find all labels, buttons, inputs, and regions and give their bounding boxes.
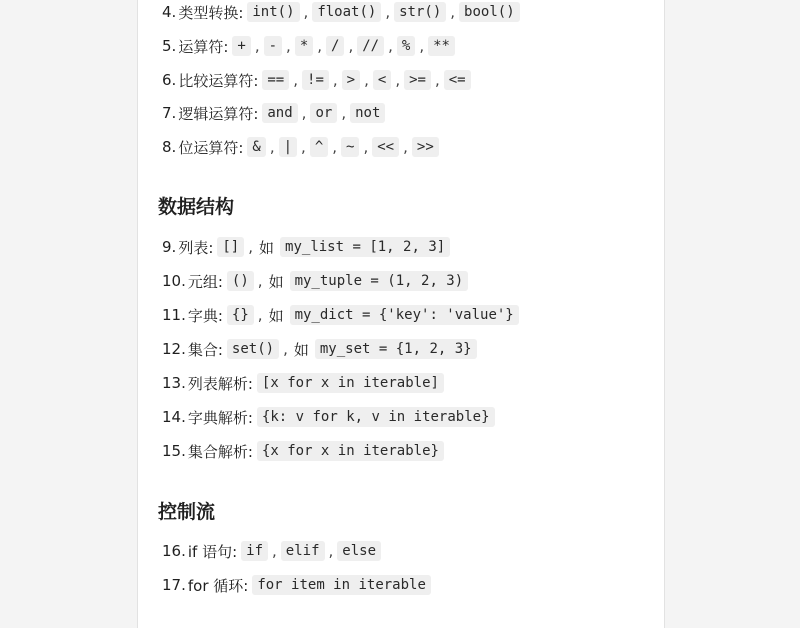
item-number: 16. <box>162 542 186 560</box>
code-snippet: not <box>350 103 385 123</box>
item-number: 11. <box>162 306 186 324</box>
item-label: 字典解析: <box>187 408 253 427</box>
item-number: 14. <box>162 408 186 426</box>
list-item-type-conversion: 4. 类型转换: int() , float() , str() , bool() <box>162 0 520 24</box>
code-snippet: {} <box>227 305 254 325</box>
item-label: 运算符: <box>178 37 229 56</box>
code-snippet: != <box>302 70 329 90</box>
section-heading-data-structures: 数据结构 <box>158 196 235 218</box>
list-item-bitwise-operators: 8. 位运算符: & , | , ^ , ~ , << , >> <box>162 135 439 159</box>
code-snippet: // <box>357 36 384 56</box>
list-item-logical-operators: 7. 逻辑运算符: and , or , not <box>162 101 385 125</box>
list-item-set <box>162 337 477 361</box>
code-snippet: >= <box>404 70 431 90</box>
item-label: 字典: <box>187 306 223 325</box>
example-word: 如 <box>259 238 275 257</box>
list-item-list-comprehension <box>162 371 444 395</box>
item-number: 9. <box>162 238 177 256</box>
code-snippet: {k: v for k, v in iterable} <box>257 407 495 427</box>
code-example: my_dict = {'key': 'value'} <box>290 305 519 325</box>
item-label: 列表: <box>178 238 214 257</box>
item-number: 4. <box>162 3 177 21</box>
item-number: 17. <box>162 576 186 594</box>
code-snippet: | <box>279 137 297 157</box>
code-example: my_set = {1, 2, 3} <box>315 339 477 359</box>
section-heading-control-flow: 控制流 <box>158 501 216 523</box>
item-label: 元组: <box>187 272 223 291</box>
code-snippet: () <box>227 271 254 291</box>
list-item-for-loop <box>162 573 431 597</box>
list-item-set-comprehension <box>162 439 444 463</box>
code-example: my_tuple = (1, 2, 3) <box>290 271 469 291</box>
code-snippet: << <box>372 137 399 157</box>
item-label: 类型转换: <box>178 3 244 22</box>
separator: , <box>248 238 254 256</box>
item-number: 5. <box>162 37 177 55</box>
item-number: 12. <box>162 340 186 358</box>
code-snippet: < <box>373 70 391 90</box>
item-label: 比较运算符: <box>178 71 259 90</box>
list-item-if-statement: 16. if 语句: if , elif , else <box>162 539 381 563</box>
item-number: 7. <box>162 104 177 122</box>
example-word: 如 <box>293 340 309 359</box>
item-label: 集合: <box>187 340 223 359</box>
code-snippet: bool() <box>459 2 520 22</box>
code-snippet: == <box>262 70 289 90</box>
code-snippet: elif <box>281 541 325 561</box>
code-snippet: for item in iterable <box>252 575 431 595</box>
list-item-arithmetic-operators: 5. 运算符: + , - , * , / , // , % , ** <box>162 34 455 58</box>
code-snippet: <= <box>444 70 471 90</box>
item-number: 8. <box>162 138 177 156</box>
code-snippet: ^ <box>310 137 328 157</box>
code-snippet: ~ <box>341 137 359 157</box>
code-snippet: or <box>310 103 337 123</box>
code-snippet: {x for x in iterable} <box>257 441 444 461</box>
separator: , <box>257 272 263 290</box>
code-snippet: float() <box>312 2 381 22</box>
list-item-list <box>162 235 450 259</box>
item-number: 6. <box>162 71 177 89</box>
list-item-tuple <box>162 269 468 293</box>
item-label: 位运算符: <box>178 138 244 157</box>
example-word: 如 <box>268 306 284 325</box>
separator: , <box>283 340 288 358</box>
code-snippet: & <box>247 137 265 157</box>
item-number: 13. <box>162 374 186 392</box>
code-snippet: set() <box>227 339 279 359</box>
item-label: 列表解析: <box>187 374 253 393</box>
item-label: 逻辑运算符: <box>178 104 259 123</box>
item-label: for 循环: <box>187 576 249 595</box>
example-word: 如 <box>268 272 284 291</box>
item-label: if 语句: <box>187 542 238 561</box>
code-snippet: if <box>241 541 268 561</box>
code-snippet: / <box>326 36 344 56</box>
code-snippet: + <box>232 36 250 56</box>
code-snippet: > <box>342 70 360 90</box>
list-item-dict-comprehension <box>162 405 495 429</box>
code-snippet: >> <box>412 137 439 157</box>
code-snippet: ** <box>428 36 455 56</box>
code-snippet: str() <box>394 2 446 22</box>
list-item-dict <box>162 303 519 327</box>
item-number: 15. <box>162 442 186 460</box>
list-item-comparison-operators: 6. 比较运算符: == , != , > , < , >= , <= <box>162 68 471 92</box>
code-snippet: % <box>397 36 415 56</box>
code-snippet: else <box>337 541 381 561</box>
code-snippet: * <box>295 36 313 56</box>
code-snippet: [] <box>217 237 244 257</box>
code-snippet: - <box>264 36 282 56</box>
item-number: 10. <box>162 272 186 290</box>
separator: , <box>257 306 263 324</box>
item-label: 集合解析: <box>187 442 253 461</box>
code-snippet: [x for x in iterable] <box>257 373 444 393</box>
code-snippet: int() <box>247 2 299 22</box>
code-example: my_list = [1, 2, 3] <box>280 237 450 257</box>
code-snippet: and <box>262 103 297 123</box>
